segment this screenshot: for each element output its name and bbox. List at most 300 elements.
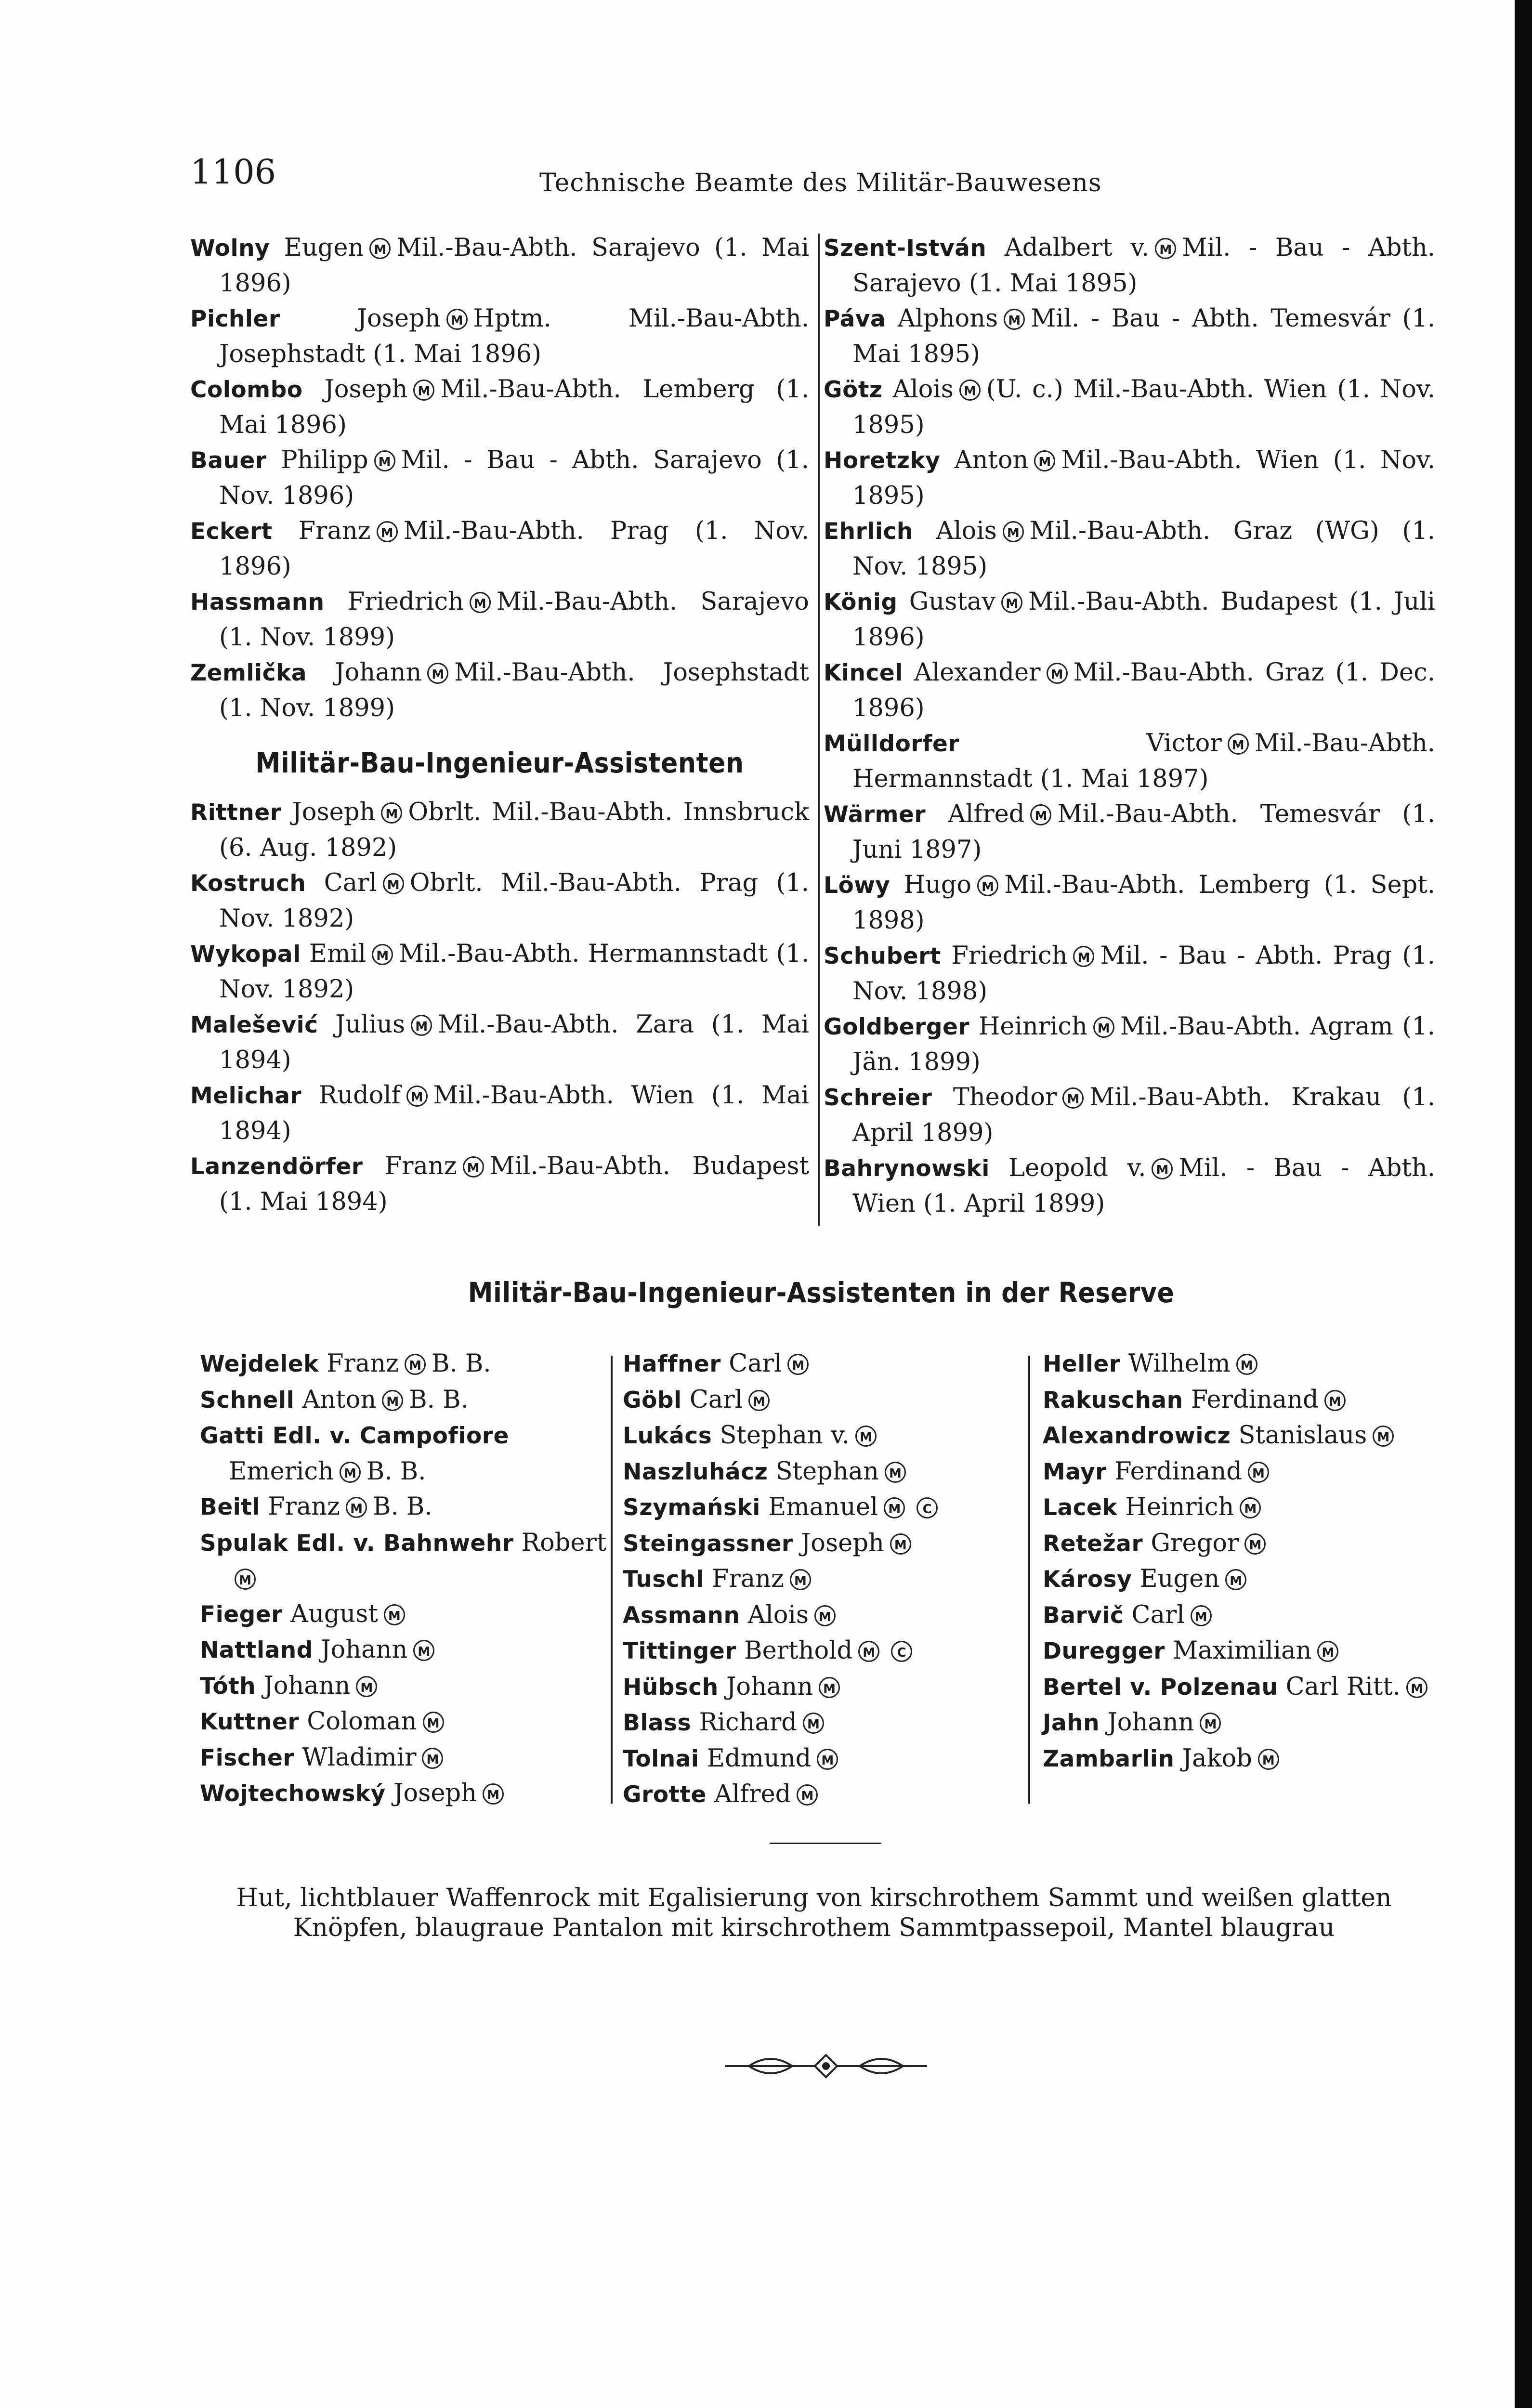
person-details: (U. c.) Mil.-Bau-Abth. Wien (1. Nov. 1895) <box>852 375 1435 439</box>
person-surname: Bertel v. Polzenau <box>1043 1674 1278 1701</box>
person-surname: Lukács <box>623 1423 712 1449</box>
person-entry <box>190 1007 809 1078</box>
person-entry <box>200 1382 607 1418</box>
military-merit-icon: M <box>884 1497 905 1518</box>
person-entry <box>824 655 1435 726</box>
person-surname: Rittner <box>190 799 282 826</box>
person-surname: Götz <box>824 377 883 403</box>
person-surname: Schubert <box>824 943 941 969</box>
person-entry <box>623 1669 1022 1705</box>
person-entry <box>1043 1561 1450 1597</box>
person-surname: Spulak Edl. v. Bahnwehr <box>200 1530 514 1557</box>
person-entry <box>190 936 809 1007</box>
person-given-name: Alois <box>892 375 954 404</box>
military-merit-icon: M <box>890 1533 911 1555</box>
person-surname: Alexandrowicz <box>1043 1423 1231 1449</box>
person-entry <box>824 1009 1435 1080</box>
page-number: 1106 <box>190 152 276 192</box>
person-entry <box>200 1740 607 1776</box>
person-given-name: Coloman <box>307 1707 417 1736</box>
person-details: Mil. - Bau - Abth. Temesvár (1. Mai 1895) <box>852 304 1435 368</box>
person-given-name: Carl <box>729 1349 782 1378</box>
person-entry <box>824 867 1435 938</box>
person-given-name: Emanuel <box>768 1493 878 1521</box>
person-entry <box>1043 1490 1450 1526</box>
person-surname: Duregger <box>1043 1638 1165 1664</box>
person-surname: Tolnai <box>623 1745 699 1772</box>
person-details: B. B. <box>373 1492 432 1521</box>
person-entry <box>200 1525 607 1597</box>
person-surname: Wejdelek <box>200 1351 319 1377</box>
military-merit-icon: M <box>483 1783 504 1805</box>
person-given-name: Ferdinand <box>1114 1457 1242 1486</box>
person-surname: Grotte <box>623 1781 707 1808</box>
military-merit-icon: M <box>374 450 395 471</box>
person-given-name: Leopold v. <box>1008 1154 1146 1182</box>
person-entry <box>824 443 1435 513</box>
person-details: Hptm. Mil.-Bau-Abth. Josephstadt (1. Mai 1896) <box>219 304 809 368</box>
person-given-name: Carl <box>1131 1600 1185 1629</box>
section-heading-reserve: Militär-Bau-Ingenieur-Assistenten in der Reserve <box>468 1276 1175 1309</box>
person-entry <box>623 1597 1022 1634</box>
person-entry <box>824 1151 1435 1221</box>
person-surname: Wärmer <box>824 801 926 828</box>
military-merit-icon: M <box>1324 1390 1346 1411</box>
person-surname: Hassmann <box>190 589 325 615</box>
military-merit-icon: M <box>446 309 468 330</box>
person-surname: Tuschl <box>623 1566 704 1593</box>
person-surname: Löwy <box>824 872 890 899</box>
military-merit-icon: M <box>790 1569 811 1590</box>
person-given-name: Robert <box>521 1528 607 1557</box>
person-entry <box>1043 1346 1450 1382</box>
person-entry <box>190 372 809 443</box>
person-entry <box>623 1561 1022 1597</box>
person-given-name: Franz <box>268 1492 340 1521</box>
person-surname: Melichar <box>190 1083 302 1109</box>
person-details: Mil.-Bau-Abth. Wien (1. Nov. 1895) <box>852 446 1435 510</box>
military-merit-icon: M <box>235 1569 256 1590</box>
military-merit-icon: M <box>885 1462 906 1483</box>
person-surname: Eckert <box>190 518 273 545</box>
military-merit-icon: M <box>422 1748 443 1769</box>
person-given-name: Edmund <box>707 1744 812 1773</box>
person-surname: Mülldorfer <box>824 731 960 757</box>
person-details: Mil.-Bau-Abth. Graz (1. Dec. 1896) <box>852 658 1435 722</box>
person-surname: Fieger <box>200 1601 283 1628</box>
military-merit-icon: M <box>1236 1354 1257 1375</box>
person-entry <box>1043 1597 1450 1634</box>
military-merit-icon: M <box>470 592 491 613</box>
military-merit-icon: M <box>748 1390 770 1411</box>
person-given-name: Victor <box>1146 729 1222 758</box>
person-given-name: Heinrich <box>1125 1493 1234 1521</box>
person-surname: Páva <box>824 306 886 332</box>
person-given-name: Heinrich <box>978 1012 1087 1041</box>
person-given-name: Jakob <box>1182 1744 1252 1773</box>
military-merit-icon: M <box>1004 309 1025 330</box>
person-entry <box>1043 1633 1450 1669</box>
person-entry <box>824 938 1435 1009</box>
person-given-name: August <box>290 1599 378 1628</box>
person-details: Mil.-Bau-Abth. Budapest (1. Juli 1896) <box>852 588 1435 652</box>
military-merit-icon: M <box>1062 1087 1084 1109</box>
person-entry <box>1043 1418 1450 1454</box>
person-entry <box>824 797 1435 867</box>
person-surname: Kincel <box>824 660 903 686</box>
reserve-column-1 <box>200 1346 607 1812</box>
scan-page-edge <box>1515 0 1532 2408</box>
person-details: Mil. - Bau - Abth. Sarajevo (1. Mai 1895) <box>852 234 1435 298</box>
person-details: Mil.-Bau-Abth. Hermannstadt (1. Mai 1897) <box>852 729 1435 793</box>
copyright-circle-icon: C <box>891 1641 912 1662</box>
military-merit-icon: M <box>1034 450 1055 471</box>
person-given-name: Stephan <box>775 1457 879 1486</box>
person-surname: Lanzendörfer <box>190 1153 363 1180</box>
person-given-name: Joseph <box>393 1779 477 1807</box>
reserve-divider-1 <box>611 1356 613 1804</box>
person-details: Mil.-Bau-Abth. Hermannstadt (1. Nov. 1892) <box>219 940 809 1004</box>
person-details: Mil. - Bau - Abth. Wien (1. April 1899) <box>852 1154 1435 1218</box>
person-entry <box>1043 1382 1450 1418</box>
military-merit-icon: M <box>803 1713 824 1734</box>
person-given-name: Gregor <box>1151 1529 1239 1557</box>
military-merit-icon: M <box>413 380 434 401</box>
person-entry <box>1043 1454 1450 1490</box>
person-given-name: Joseph <box>357 304 441 333</box>
military-merit-icon: M <box>1317 1641 1338 1662</box>
person-given-name: Joseph <box>324 375 408 404</box>
person-details: Mil.-Bau-Abth. Sarajevo (1. Nov. 1899) <box>219 588 809 652</box>
military-merit-icon: M <box>406 1086 428 1107</box>
person-entry <box>824 584 1435 655</box>
person-given-name: Franz <box>711 1565 784 1593</box>
military-merit-icon: M <box>814 1605 836 1626</box>
person-surname: Tóth <box>200 1673 256 1700</box>
person-entry <box>623 1454 1022 1490</box>
person-surname: Barvič <box>1043 1602 1124 1629</box>
military-merit-icon: M <box>1155 238 1176 259</box>
person-entry <box>190 584 809 655</box>
person-surname: Retežar <box>1043 1530 1143 1557</box>
person-details: B. B. <box>409 1385 469 1414</box>
military-merit-icon: M <box>1093 1017 1114 1038</box>
person-surname: Heller <box>1043 1351 1121 1377</box>
military-merit-icon: M <box>1191 1605 1212 1626</box>
column-top-right <box>824 230 1435 1221</box>
person-surname: Horetzky <box>824 447 941 474</box>
person-surname: Schnell <box>200 1387 295 1413</box>
person-entry <box>200 1632 607 1668</box>
person-given-name: Wladimir <box>302 1743 417 1772</box>
person-entry <box>190 230 809 301</box>
military-merit-icon: M <box>1001 592 1022 613</box>
column-divider <box>818 234 820 1226</box>
person-surname: Lacek <box>1043 1494 1118 1521</box>
person-given-name: Carl <box>324 869 377 897</box>
military-merit-icon: M <box>1258 1749 1279 1770</box>
person-surname: Goldberger <box>824 1014 970 1040</box>
person-surname: Károsy <box>1043 1566 1132 1593</box>
military-merit-icon: M <box>977 875 998 896</box>
person-given-name: Carl <box>689 1385 743 1414</box>
person-surname: Jahn <box>1043 1710 1100 1736</box>
military-merit-icon: M <box>405 1354 426 1375</box>
person-surname: Szymański <box>623 1494 760 1521</box>
person-entry <box>1043 1705 1450 1741</box>
person-surname: Malešević <box>190 1012 318 1038</box>
person-entry <box>200 1346 607 1382</box>
person-surname: Fischer <box>200 1744 295 1771</box>
person-entry <box>1043 1741 1450 1777</box>
military-merit-icon: M <box>1228 733 1249 755</box>
reserve-column-2 <box>623 1346 1022 1813</box>
military-merit-icon: M <box>858 1641 879 1662</box>
person-given-name: Johann <box>1107 1708 1194 1737</box>
person-given-name: Johann <box>335 658 422 687</box>
person-details: Mil.-Bau-Abth. Budapest (1. Mai 1894) <box>219 1152 809 1216</box>
person-given-name: Franz <box>298 517 371 545</box>
person-given-name: Friedrich <box>347 588 464 616</box>
person-entry <box>623 1346 1022 1382</box>
person-given-name: Alexander <box>914 658 1041 687</box>
person-entry <box>200 1418 607 1489</box>
person-entry <box>190 795 809 865</box>
military-merit-icon: M <box>1373 1426 1394 1447</box>
person-entry <box>623 1741 1022 1777</box>
military-merit-icon: M <box>382 1390 403 1411</box>
person-given-name: Anton <box>302 1385 377 1414</box>
person-details: Mil.-Bau-Abth. Temesvár (1. Juni 1897) <box>852 800 1435 864</box>
person-details: B. B. <box>366 1457 426 1486</box>
person-given-name: Franz <box>384 1152 457 1180</box>
person-entry <box>623 1382 1022 1418</box>
military-merit-icon: M <box>1225 1569 1246 1590</box>
person-surname: Beitl <box>200 1494 260 1520</box>
person-surname: Rakuschan <box>1043 1387 1183 1413</box>
person-given-name: Alois <box>747 1600 809 1629</box>
person-given-name: Maximilian <box>1173 1636 1312 1665</box>
person-entry <box>200 1597 607 1633</box>
person-entry <box>200 1704 607 1740</box>
person-given-name: Philipp <box>281 446 368 474</box>
person-details: Mil.-Bau-Abth. Lemberg (1. Sept. 1898) <box>852 871 1435 935</box>
military-merit-icon: M <box>413 1640 434 1661</box>
person-details: Mil.-Bau-Abth. Josephstadt (1. Nov. 1899) <box>219 658 809 722</box>
person-given-name: Carl Ritt. <box>1285 1672 1401 1701</box>
person-given-name: Berthold <box>744 1636 853 1665</box>
person-surname: Haffner <box>623 1351 721 1377</box>
section-heading-assistants: Militär-Bau-Ingenieur-Assistenten <box>255 746 744 779</box>
person-details: B. B. <box>432 1349 491 1378</box>
military-merit-icon: M <box>1030 804 1051 825</box>
person-details: Mil.-Bau-Abth. Krakau (1. April 1899) <box>852 1083 1435 1147</box>
person-entry <box>200 1776 607 1812</box>
person-surname: Szent-István <box>824 235 987 262</box>
person-given-name: Rudolf <box>318 1081 401 1110</box>
military-merit-icon: M <box>1003 521 1024 542</box>
person-given-name: Anton <box>954 446 1029 474</box>
person-given-name: Ferdinand <box>1191 1385 1319 1414</box>
military-merit-icon: M <box>381 802 402 824</box>
person-entry <box>190 1078 809 1149</box>
person-details: Mil. - Bau - Abth. Prag (1. Nov. 1898) <box>852 942 1435 1006</box>
person-entry <box>623 1418 1022 1454</box>
person-entry <box>623 1526 1022 1562</box>
person-entry <box>623 1705 1022 1741</box>
person-given-name: Alfred <box>948 800 1025 828</box>
person-surname: Tittinger <box>623 1638 736 1664</box>
person-given-name: Emerich <box>229 1457 334 1486</box>
person-details: Mil. - Bau - Abth. Sarajevo (1. Nov. 1896) <box>219 446 809 510</box>
military-merit-icon: M <box>1406 1677 1427 1698</box>
military-merit-icon: M <box>1240 1497 1261 1518</box>
military-merit-icon: M <box>346 1497 367 1518</box>
military-merit-icon: M <box>1200 1713 1221 1734</box>
military-merit-icon: M <box>372 944 393 965</box>
person-surname: Colombo <box>190 377 303 403</box>
person-surname: Schreier <box>824 1085 932 1111</box>
military-merit-icon: M <box>819 1677 840 1698</box>
military-merit-icon: M <box>855 1426 877 1447</box>
military-merit-icon: M <box>377 521 398 542</box>
person-entry <box>623 1490 1022 1526</box>
person-given-name: Joseph <box>292 798 376 826</box>
person-given-name: Hugo <box>903 871 972 899</box>
person-entry <box>623 1777 1022 1813</box>
person-given-name: Eugen <box>1139 1565 1220 1593</box>
person-surname: Hübsch <box>623 1674 719 1701</box>
person-given-name: Alois <box>936 517 997 545</box>
person-entry <box>1043 1669 1450 1705</box>
person-surname: Assmann <box>623 1602 740 1629</box>
person-entry <box>190 655 809 726</box>
person-surname: Blass <box>623 1710 692 1736</box>
person-surname: Kostruch <box>190 870 306 897</box>
uniform-description-line-1: Hut, lichtblauer Waffenrock mit Egalisierung von kirschrothem Sammt und weißen glatten <box>236 1884 1392 1912</box>
person-entry <box>190 301 809 372</box>
person-details: Mil.-Bau-Abth. Lemberg (1. Mai 1896) <box>219 375 809 439</box>
person-given-name: Stephan v. <box>720 1421 850 1450</box>
person-given-name: Eugen <box>284 234 364 262</box>
person-entry <box>1043 1526 1450 1562</box>
person-entry <box>190 1149 809 1219</box>
person-surname: Göbl <box>623 1387 682 1413</box>
military-merit-icon: M <box>1152 1158 1173 1179</box>
reserve-divider-2 <box>1028 1356 1030 1804</box>
person-given-name: Julius <box>335 1010 406 1039</box>
person-details: Obrlt. Mil.-Bau-Abth. Innsbruck (6. Aug. 1892) <box>219 798 810 862</box>
person-given-name: Johann <box>263 1671 351 1700</box>
military-merit-icon: M <box>959 380 981 401</box>
person-entry <box>190 443 809 513</box>
person-entry <box>824 1080 1435 1151</box>
person-surname: Pichler <box>190 306 280 332</box>
person-entry <box>824 726 1435 797</box>
person-entry <box>190 865 809 936</box>
person-given-name: Wilhelm <box>1128 1349 1231 1378</box>
person-given-name: Alfred <box>714 1780 791 1808</box>
military-merit-icon: M <box>369 238 391 259</box>
person-surname: Naszluhácz <box>623 1458 768 1485</box>
running-title: Technische Beamte des Militär-Bauwesens <box>539 169 1102 197</box>
person-surname: Mayr <box>1043 1458 1107 1485</box>
person-entry <box>623 1633 1022 1669</box>
separator-rule <box>770 1843 881 1844</box>
military-merit-icon: M <box>463 1156 484 1178</box>
reserve-column-3 <box>1043 1346 1450 1777</box>
person-given-name: Emil <box>309 940 367 968</box>
person-surname: König <box>824 589 898 615</box>
person-entry <box>200 1668 607 1704</box>
military-merit-icon: M <box>356 1676 377 1697</box>
military-merit-icon: M <box>797 1784 818 1806</box>
military-merit-icon: M <box>383 873 404 894</box>
person-surname: Bauer <box>190 447 267 474</box>
person-details: Mil.-Bau-Abth. Graz (WG) (1. Nov. 1895) <box>852 517 1435 581</box>
person-given-name: Adalbert v. <box>1004 234 1150 262</box>
copyright-circle-icon: C <box>917 1497 938 1518</box>
military-merit-icon: M <box>1073 946 1094 967</box>
person-surname: Steingassner <box>623 1530 793 1557</box>
military-merit-icon: M <box>787 1354 809 1375</box>
person-entry <box>824 513 1435 584</box>
person-entry <box>824 301 1435 372</box>
person-given-name: Friedrich <box>951 942 1068 970</box>
person-given-name: Stanislaus <box>1238 1421 1367 1450</box>
person-given-name: Richard <box>699 1708 797 1737</box>
person-entry <box>824 372 1435 443</box>
person-given-name: Theodor <box>953 1083 1057 1112</box>
person-surname: Wojtechowský <box>200 1780 386 1807</box>
person-details: Obrlt. Mil.-Bau-Abth. Prag (1. Nov. 1892) <box>219 869 810 933</box>
person-given-name: Alphons <box>897 304 998 333</box>
uniform-description-line-2: Knöpfen, blaugraue Pantalon mit kirschrothem Sammtpassepoil, Mantel blaugrau <box>293 1913 1335 1942</box>
person-surname: Kuttner <box>200 1709 300 1735</box>
person-details: Mil.-Bau-Abth. Wien (1. Mai 1894) <box>219 1081 809 1145</box>
military-merit-icon: M <box>423 1712 444 1733</box>
person-surname: Zambarlin <box>1043 1745 1175 1772</box>
military-merit-icon: M <box>1047 663 1068 684</box>
person-entry <box>190 513 809 584</box>
ornament-flourish-icon <box>720 2049 932 2083</box>
person-given-name: Gustav <box>909 588 996 616</box>
person-surname: Zemlička <box>190 660 307 686</box>
person-given-name: Johann <box>726 1672 813 1701</box>
person-details: Mil.-Bau-Abth. Prag (1. Nov. 1896) <box>219 517 809 581</box>
person-surname: Bahrynowski <box>824 1155 990 1182</box>
person-surname: Gatti Edl. v. Campofiore <box>200 1423 509 1449</box>
person-surname: Wykopal <box>190 941 301 968</box>
person-entry <box>200 1489 607 1525</box>
military-merit-icon: M <box>411 1015 432 1036</box>
person-details: Mil.-Bau-Abth. Sarajevo (1. Mai 1896) <box>219 234 809 298</box>
military-merit-icon: M <box>340 1462 361 1483</box>
person-surname: Nattland <box>200 1637 313 1663</box>
military-merit-icon: M <box>1244 1533 1266 1555</box>
military-merit-icon: M <box>384 1604 405 1625</box>
person-details: Mil.-Bau-Abth. Zara (1. Mai 1894) <box>219 1010 809 1074</box>
person-given-name: Johann <box>321 1636 408 1664</box>
person-entry <box>824 230 1435 301</box>
military-merit-icon: M <box>427 663 448 684</box>
column-assistants-left <box>190 795 809 1219</box>
person-given-name: Franz <box>327 1349 399 1378</box>
column-top-left <box>190 230 809 726</box>
person-details: Mil.-Bau-Abth. Agram (1. Jän. 1899) <box>852 1012 1435 1076</box>
military-merit-icon: M <box>817 1749 838 1770</box>
person-surname: Wolny <box>190 235 270 262</box>
